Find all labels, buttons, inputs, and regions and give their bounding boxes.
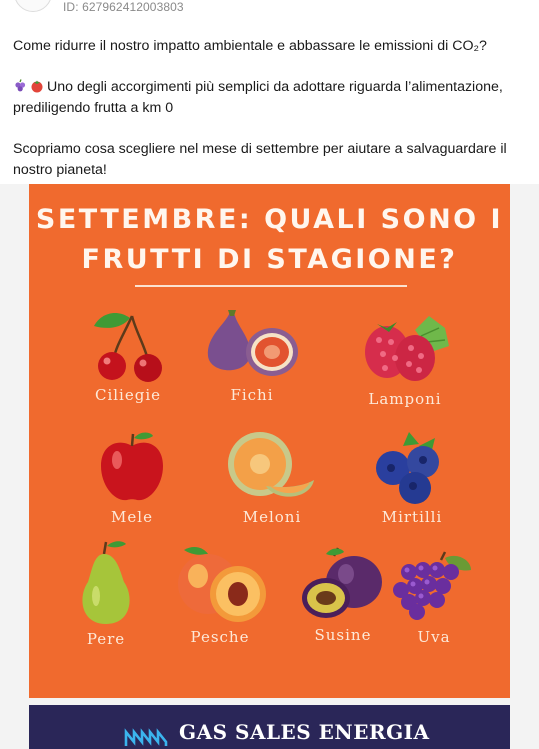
fruit-label-lamponi: Lamponi — [368, 390, 442, 408]
fruit-label-mirtilli: Mirtilli — [381, 508, 443, 526]
post-paragraph-2 — [13, 77, 528, 119]
gas-sales-logo-icon — [124, 728, 172, 748]
fruit-meloni — [212, 428, 332, 526]
post-paragraph-2-text: Uno degli accorgimenti più semplici da adottare riguarda l’alimentazione, prediligendo frutta a km 0 — [13, 79, 503, 116]
apple-icon — [97, 430, 167, 504]
brand-banner — [29, 705, 510, 749]
poster — [29, 184, 510, 698]
melon-icon — [224, 428, 320, 504]
fruit-ciliegie — [68, 306, 188, 404]
avatar[interactable] — [14, 0, 52, 12]
post-id: ID: 627962412003803 — [63, 0, 184, 14]
post-paragraph-1: Come ridurre il nostro impatto ambientale e abbassare le emissioni di CO₂? — [13, 38, 487, 54]
fruit-label-fichi: Fichi — [230, 386, 274, 404]
peach-icon — [168, 544, 272, 624]
fruit-mirtilli — [352, 428, 472, 526]
fruit-mele — [72, 430, 192, 526]
poster-title-line-1: SETTEMBRE: QUALI SONO I — [35, 204, 504, 235]
brand-name: GAS SALES ENERGIA — [179, 720, 430, 744]
post-paragraph-3: Scopriamo cosa scegliere nel mese di settembre per aiutare a salvaguardare il nostro pianeta! — [13, 141, 507, 178]
fruit-label-pere: Pere — [86, 630, 126, 648]
raspberries-icon — [355, 306, 455, 386]
fruit-pere — [46, 540, 166, 648]
blueberries-icon — [369, 428, 455, 504]
figs-icon — [200, 306, 304, 382]
fruit-label-mele: Mele — [111, 508, 153, 526]
fruit-fichi — [192, 306, 312, 404]
fruit-uva — [374, 550, 494, 646]
fruit-label-uva: Uva — [417, 628, 451, 646]
post-image[interactable] — [0, 184, 539, 749]
grapes-icon — [389, 550, 479, 624]
post-header — [0, 0, 539, 20]
cherries-icon — [86, 306, 170, 382]
fruit-lamponi — [345, 306, 465, 408]
tomato-icon — [30, 79, 44, 93]
fruit-label-ciliegie: Ciliegie — [94, 386, 162, 404]
poster-title — [29, 200, 510, 280]
fruit-label-susine: Susine — [314, 626, 372, 644]
grapes-icon — [13, 79, 27, 93]
fruit-label-meloni: Meloni — [242, 508, 302, 526]
poster-divider — [135, 285, 407, 287]
fruit-pesche — [160, 544, 280, 646]
poster-title-line-2: FRUTTI DI STAGIONE? — [81, 244, 458, 275]
pear-icon — [74, 540, 138, 626]
fruit-label-pesche: Pesche — [190, 628, 250, 646]
post-body — [13, 36, 528, 201]
